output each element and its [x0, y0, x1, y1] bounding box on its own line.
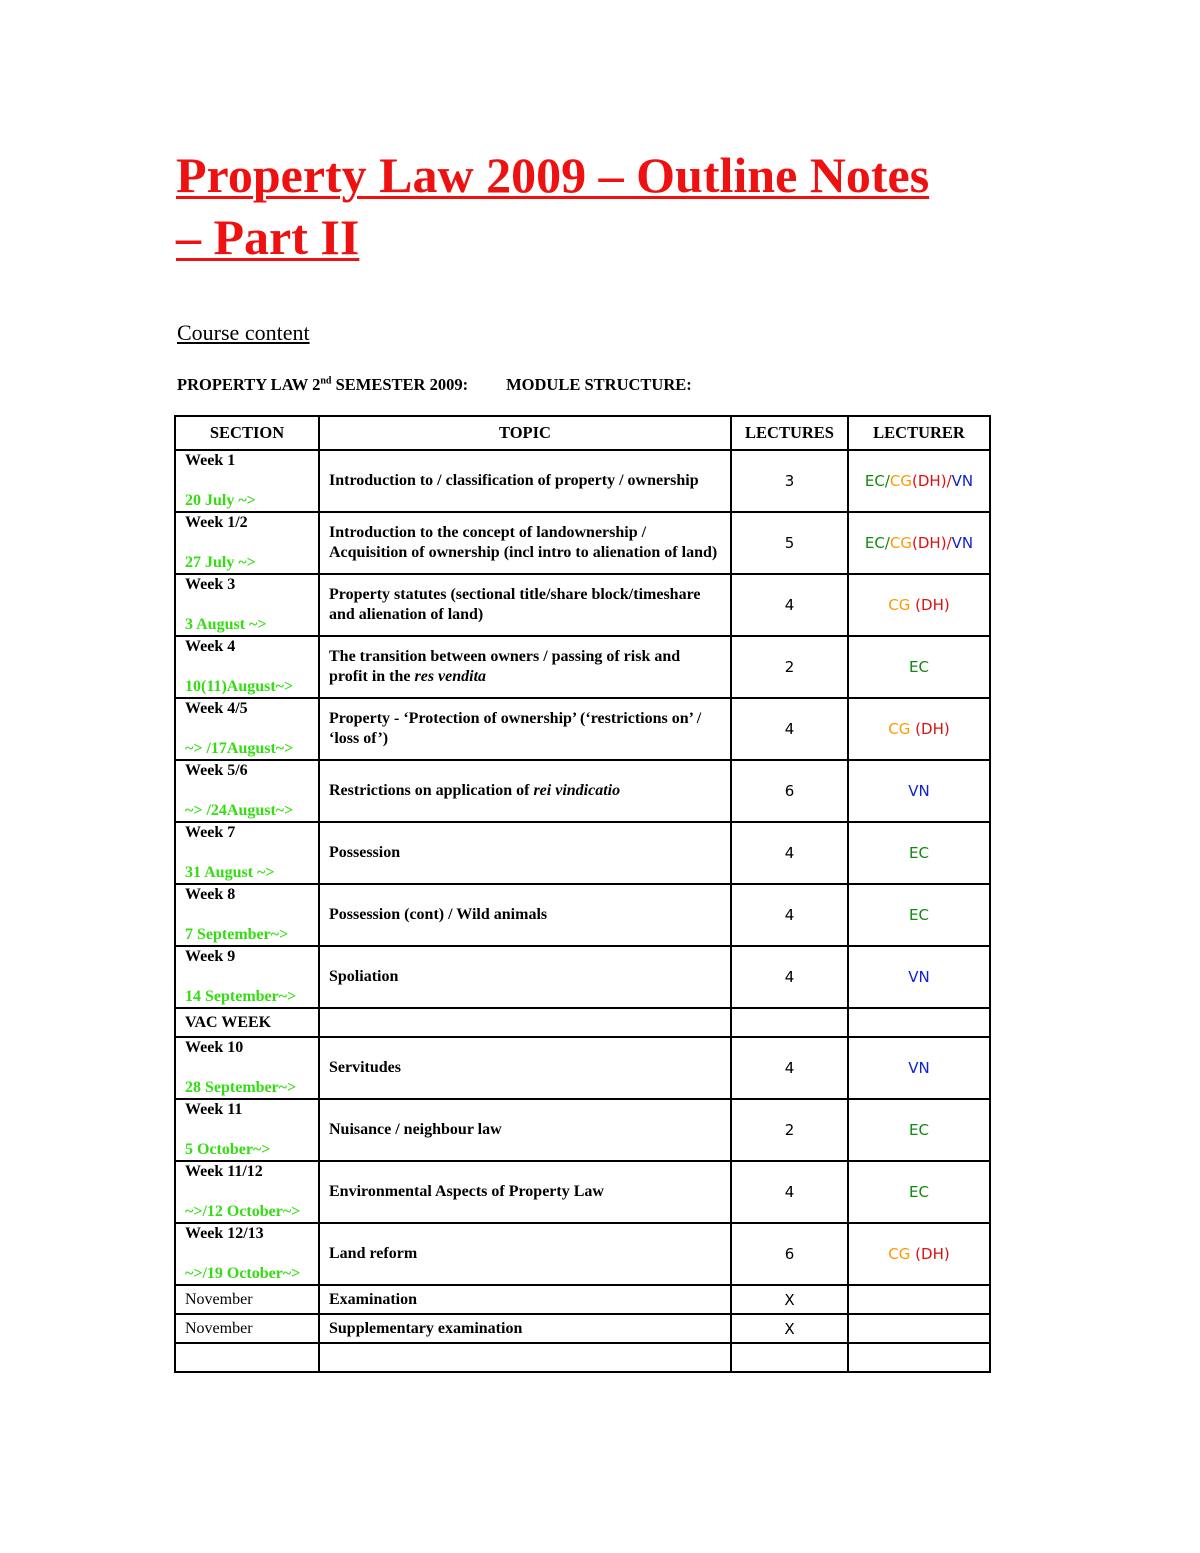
table-row — [175, 698, 990, 760]
lectures-cell: 4 — [731, 698, 848, 760]
lecturer-separator: ) — [943, 596, 950, 614]
topic-cell — [319, 1285, 731, 1314]
topic-text: Possession — [329, 844, 401, 861]
lecturer-code: VN — [951, 534, 974, 552]
table-row — [175, 512, 990, 574]
lectures-cell — [731, 1008, 848, 1037]
week-label: Week 9 — [185, 948, 236, 965]
topic-cell — [319, 1314, 731, 1343]
table-row — [175, 946, 990, 1008]
section-cell: November — [175, 1285, 319, 1314]
lecturer-code: VN — [951, 472, 974, 490]
lecturer-separator: ( — [912, 534, 918, 552]
lectures-cell: 2 — [731, 1099, 848, 1161]
topic-text: The transition between owners / passing of risk and profit in the — [329, 648, 681, 685]
section-cell — [175, 1161, 319, 1223]
lectures-cell — [731, 1343, 848, 1372]
lectures-cell: X — [731, 1285, 848, 1314]
topic-text: Supplementary examination — [329, 1319, 523, 1337]
section-cell — [175, 512, 319, 574]
lecturer-separator: ) — [943, 720, 950, 738]
table-row — [175, 636, 990, 698]
table-row — [175, 1343, 990, 1372]
topic-cell — [319, 1099, 731, 1161]
lecturer-separator: / — [884, 534, 890, 552]
section-cell: VAC WEEK — [175, 1008, 319, 1037]
lecturer-code: EC — [909, 658, 929, 676]
lecturer-separator: ( — [912, 472, 918, 490]
week-label: Week 3 — [185, 576, 236, 593]
lecturer-code: DH — [921, 720, 944, 738]
lecturer-separator: )/ — [940, 534, 952, 552]
lecturer-code: EC — [909, 844, 929, 862]
topic-cell — [319, 884, 731, 946]
topic-cell — [319, 574, 731, 636]
lecturer-cell — [848, 698, 990, 760]
section-cell — [175, 760, 319, 822]
lectures-cell: 3 — [731, 450, 848, 512]
topic-italic-term: rei vindicatio — [533, 782, 621, 799]
topic-cell — [319, 512, 731, 574]
lecturer-cell — [848, 512, 990, 574]
header-topic: TOPIC — [319, 416, 731, 450]
lectures-cell: 4 — [731, 946, 848, 1008]
lecturer-code: CG — [889, 534, 913, 552]
week-label: Week 10 — [185, 1039, 244, 1056]
week-date: ~>/19 October~> — [185, 1265, 301, 1282]
lecturer-code: DH — [921, 596, 944, 614]
table-row — [175, 1008, 990, 1037]
table-row — [175, 450, 990, 512]
week-label: Week 11 — [185, 1101, 243, 1118]
document-title: Property Law 2009 – Outline Notes – Part II — [176, 147, 930, 265]
lecturer-code: DH — [917, 472, 941, 490]
week-label: Week 7 — [185, 824, 236, 841]
week-label: Week 5/6 — [185, 762, 248, 779]
lectures-cell: 6 — [731, 1223, 848, 1285]
lectures-cell: 4 — [731, 1037, 848, 1099]
week-label: Week 4 — [185, 638, 236, 655]
topic-text: Land reform — [329, 1245, 418, 1262]
week-date: 28 September~> — [185, 1079, 297, 1096]
table-row — [175, 1285, 990, 1314]
week-date: 27 July ~> — [185, 554, 256, 571]
lecturer-cell — [848, 1161, 990, 1223]
module-structure-label: MODULE STRUCTURE: — [506, 375, 692, 394]
week-label: Week 11/12 — [185, 1163, 263, 1180]
lecturer-cell — [848, 1343, 990, 1372]
lecturer-cell — [848, 760, 990, 822]
section-cell — [175, 1099, 319, 1161]
lecturer-code: EC — [909, 906, 929, 924]
topic-text: Environmental Aspects of Property Law — [329, 1183, 604, 1200]
topic-text: Examination — [329, 1290, 418, 1308]
module-line-suffix: SEMESTER 2009: — [331, 375, 469, 394]
lecturer-cell — [848, 1314, 990, 1343]
week-date: 20 July ~> — [185, 492, 256, 509]
week-date: 31 August ~> — [185, 864, 275, 881]
lecturer-code: CG — [889, 472, 913, 490]
lecturer-code: VN — [908, 968, 930, 986]
lecturer-cell — [848, 1008, 990, 1037]
week-date: ~> /24August~> — [185, 802, 294, 819]
topic-text: Servitudes — [329, 1059, 401, 1076]
week-label: Week 1/2 — [185, 514, 248, 531]
table-row — [175, 1099, 990, 1161]
lecturer-code: CG — [888, 1245, 911, 1263]
lecturer-separator: ( — [910, 1245, 922, 1263]
header-lecturer: LECTURER — [848, 416, 990, 450]
lecturer-cell — [848, 574, 990, 636]
section-cell — [175, 698, 319, 760]
lecturer-cell — [848, 1223, 990, 1285]
lectures-cell: 2 — [731, 636, 848, 698]
section-cell — [175, 884, 319, 946]
topic-text: Introduction to the concept of landownership / Acquisition of ownership (incl intro to alienation of land) — [329, 524, 718, 561]
lecturer-separator: ( — [910, 596, 922, 614]
topic-cell — [319, 822, 731, 884]
week-label: Week 8 — [185, 886, 236, 903]
week-date: 5 October~> — [185, 1141, 271, 1158]
module-line-superscript: nd — [320, 375, 332, 387]
lectures-cell: 4 — [731, 574, 848, 636]
lecturer-code: VN — [908, 782, 930, 800]
topic-text: Possession (cont) / Wild animals — [329, 906, 548, 923]
section-cell — [175, 1223, 319, 1285]
header-section: SECTION — [175, 416, 319, 450]
topic-cell — [319, 760, 731, 822]
topic-cell — [319, 450, 731, 512]
topic-cell — [319, 1343, 731, 1372]
week-date: 7 September~> — [185, 926, 289, 943]
header-lectures: LECTURES — [731, 416, 848, 450]
week-date: ~>/12 October~> — [185, 1203, 301, 1220]
lecturer-cell — [848, 884, 990, 946]
course-content-heading: Course content — [177, 320, 310, 345]
lecturer-cell — [848, 1285, 990, 1314]
section-cell — [175, 450, 319, 512]
lecturer-separator: / — [884, 472, 890, 490]
topic-cell — [319, 1223, 731, 1285]
lectures-cell: 4 — [731, 1161, 848, 1223]
topic-cell — [319, 1008, 731, 1037]
topic-cell — [319, 946, 731, 1008]
topic-cell — [319, 636, 731, 698]
table-row — [175, 574, 990, 636]
topic-text: Introduction to / classification of property / ownership — [329, 472, 699, 489]
week-label: Week 12/13 — [185, 1225, 264, 1242]
topic-text: Restrictions on application of — [329, 782, 530, 799]
topic-text: Property statutes (sectional title/share block/timeshare and alienation of land) — [329, 586, 701, 623]
topic-cell — [319, 1037, 731, 1099]
week-date: 14 September~> — [185, 988, 297, 1005]
lecturer-code: DH — [921, 1245, 944, 1263]
table-header-row — [175, 416, 990, 450]
table-row — [175, 822, 990, 884]
topic-italic-term: res vendita — [414, 668, 487, 685]
lecturer-separator: ( — [910, 720, 922, 738]
lecturer-separator: ) — [943, 1245, 950, 1263]
lecturer-code: VN — [908, 1059, 930, 1077]
section-cell — [175, 636, 319, 698]
section-cell: November — [175, 1314, 319, 1343]
table-row — [175, 1037, 990, 1099]
section-cell — [175, 1343, 319, 1372]
lecturer-code: EC — [909, 1121, 929, 1139]
module-structure-line — [177, 375, 692, 395]
topic-text: Nuisance / neighbour law — [329, 1121, 502, 1138]
table-row — [175, 884, 990, 946]
lecturer-separator: )/ — [940, 472, 952, 490]
table-row — [175, 1161, 990, 1223]
lecturer-cell — [848, 1037, 990, 1099]
week-label: Week 1 — [185, 452, 236, 469]
topic-cell — [319, 1161, 731, 1223]
lecturer-code: CG — [888, 720, 911, 738]
lectures-cell: 4 — [731, 822, 848, 884]
topic-text: Property - ‘Protection of ownership’ (‘restrictions on’ / ‘loss of’) — [329, 710, 702, 747]
week-date: 3 August ~> — [185, 616, 267, 633]
week-label: Week 4/5 — [185, 700, 248, 717]
section-cell — [175, 574, 319, 636]
lectures-cell: 4 — [731, 884, 848, 946]
lecturer-cell — [848, 946, 990, 1008]
section-cell — [175, 822, 319, 884]
lecturer-code: EC — [909, 1183, 929, 1201]
lecturer-code: DH — [917, 534, 941, 552]
lecturer-cell — [848, 1099, 990, 1161]
lecturer-cell — [848, 822, 990, 884]
week-date: 10(11)August~> — [185, 678, 294, 695]
section-cell — [175, 1037, 319, 1099]
lectures-cell: X — [731, 1314, 848, 1343]
table-row — [175, 1223, 990, 1285]
lecturer-cell — [848, 636, 990, 698]
lecturer-code: EC — [864, 472, 885, 490]
module-line-prefix: PROPERTY LAW 2 — [177, 375, 321, 394]
table-row — [175, 760, 990, 822]
module-structure-table — [174, 415, 991, 1373]
lecturer-code: EC — [864, 534, 885, 552]
lectures-cell: 5 — [731, 512, 848, 574]
topic-text: Spoliation — [329, 968, 399, 985]
week-date: ~> /17August~> — [185, 740, 294, 757]
lectures-cell: 6 — [731, 760, 848, 822]
lecturer-code: CG — [888, 596, 911, 614]
topic-cell — [319, 698, 731, 760]
table-row — [175, 1314, 990, 1343]
section-cell — [175, 946, 319, 1008]
lecturer-cell — [848, 450, 990, 512]
